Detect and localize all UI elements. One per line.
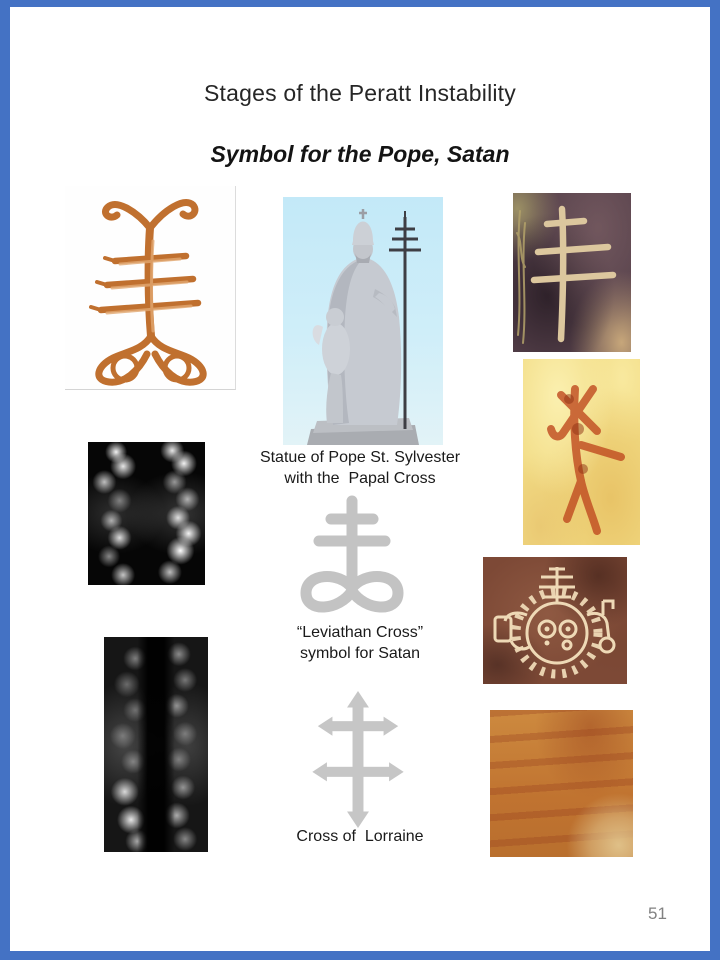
leviathan-cross-symbol: [294, 494, 410, 620]
caption-lorraine: Cross of Lorraine: [296, 828, 424, 845]
slide-frame-top: [0, 0, 720, 7]
plasma-instability-image-1: [88, 442, 205, 585]
faded-pictograph-image: [490, 710, 633, 857]
caption-leviathan: [210, 622, 510, 664]
squatterman-drawing: [65, 186, 235, 389]
leviathan-cross-icon: [294, 494, 410, 620]
caption-leviathan-line2: symbol for Satan: [299, 645, 421, 662]
slide-frame-bottom: [0, 951, 720, 960]
caption-statue-line1: Statue of Pope St. Sylvester: [259, 449, 461, 466]
caption-statue: [210, 447, 510, 489]
statue-drawing: [283, 197, 443, 445]
squatterman-petroglyph-image: [65, 186, 236, 390]
rock-cross-glyph: [513, 193, 631, 352]
yellow-rock-pictograph-image: [523, 359, 640, 545]
lorraine-cross-symbol: [312, 691, 404, 828]
red-figure-glyph: [523, 359, 640, 545]
slide-subtitle: Symbol for the Pope, Satan: [210, 141, 510, 167]
lorraine-cross-icon: [312, 691, 404, 828]
rock-double-cross-petroglyph-image: [513, 193, 631, 352]
slide-title: Stages of the Peratt Instability: [204, 80, 516, 106]
caption-leviathan-line1: “Leviathan Cross”: [296, 624, 424, 641]
caption-statue-line2: with the Papal Cross: [284, 470, 436, 487]
face-glyph: [483, 557, 627, 684]
plasma-instability-image-2: [104, 637, 208, 852]
face-petroglyph-image: [483, 557, 627, 684]
page-number: 51: [648, 904, 667, 923]
pope-sylvester-statue-image: [283, 197, 443, 445]
